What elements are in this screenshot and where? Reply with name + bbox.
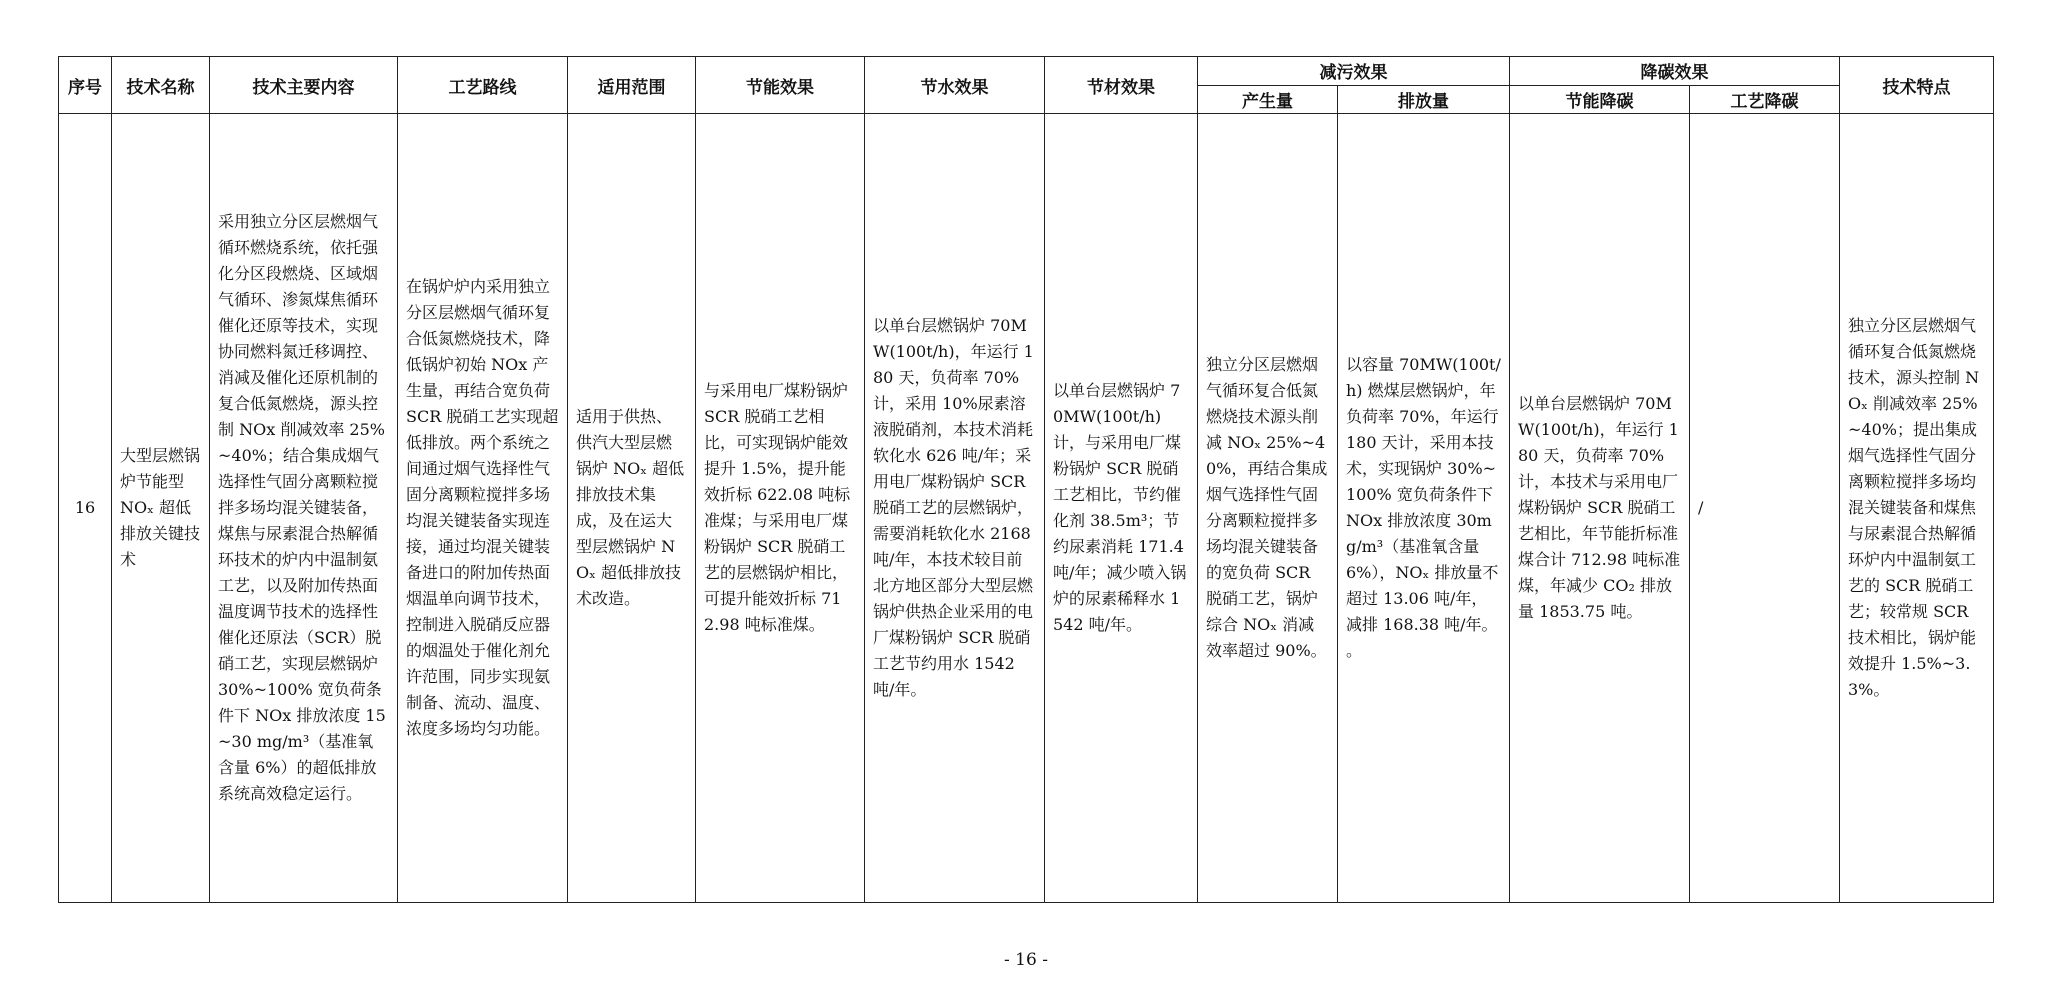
page-number: - 16 -: [1004, 950, 1048, 970]
header-main-content: 技术主要内容: [210, 57, 398, 114]
header-pollution-effect: 减污效果: [1198, 57, 1510, 86]
cell-main-content: 采用独立分区层燃烟气循环燃烧系统，依托强化分区段燃烧、区域烟气循环、渗氮煤焦循环催化还原等技术，实现协同燃料氮迁移调控、消减及催化还原机制的复合低氮燃烧，源头控制 NOx 削减效率 25%~40%；结合集成烟气选择性气固分离颗粒搅拌多场均混关键装备，煤焦与尿素混合热解循环技术的炉内中温制氨工艺，以及附加传热面温度调节技术的选择性催化还原法（SCR）脱硝工艺，实现层燃锅炉 30%~100% 宽负荷条件下 NOx 排放浓度 15 ~30 mg/m³（基准氧含量 6%）的超低排放系统高效稳定运行。: [210, 114, 398, 903]
cell-pollution-emission: 以容量 70MW(100t/h) 燃煤层燃锅炉，年负荷率 70%，年运行 180 天计，采用本技术，实现锅炉 30%~100% 宽负荷条件下 NOx 排放浓度 30mg/m³（基准氧含量 6%），NOₓ 排放量不超过 13.06 吨/年，减排 168.38 吨/年。 。: [1338, 114, 1510, 903]
cell-carbon-process: /: [1690, 114, 1840, 903]
cell-carbon-energy: 以单台层燃锅炉 70MW(100t/h)，年运行 180 天，负荷率 70%计，本技术与采用电厂煤粉锅炉 SCR 脱硝工艺相比，年节能折标准煤合计 712.98 吨标准煤，年减少 CO₂ 排放量 1853.75 吨。: [1510, 114, 1690, 903]
header-scope: 适用范围: [568, 57, 696, 114]
table-row: [59, 114, 1994, 903]
technology-table: [58, 56, 1994, 903]
header-process-route: 工艺路线: [398, 57, 568, 114]
cell-seq: 16: [59, 114, 112, 903]
cell-pollution-generation: 独立分区层燃烟气循环复合低氮燃烧技术源头削减 NOₓ 25%~40%，再结合集成烟气选择性气固分离颗粒搅拌多场均混关键装备的宽负荷 SCR 脱硝工艺，锅炉综合 NOₓ 消减效率超过 90%。: [1198, 114, 1338, 903]
header-energy-effect: 节能效果: [696, 57, 865, 114]
header-tech-name: 技术名称: [112, 57, 210, 114]
header-water-effect: 节水效果: [865, 57, 1045, 114]
cell-water-effect: 以单台层燃锅炉 70MW(100t/h)，年运行 180 天，负荷率 70%计，采用 10%尿素溶液脱硝剂，本技术消耗软化水 626 吨/年；采用电厂煤粉锅炉 SCR 脱硝工艺的层燃锅炉，需要消耗软化水 2168 吨/年，本技术较目前北方地区部分大型层燃锅炉供热企业采用的电厂煤粉锅炉 SCR 脱硝工艺节约用水 1542 吨/年。: [865, 114, 1045, 903]
cell-process-route: 在锅炉炉内采用独立分区层燃烟气循环复合低氮燃烧技术，降低锅炉初始 NOx 产生量，再结合宽负荷 SCR 脱硝工艺实现超低排放。两个系统之间通过烟气选择性气固分离颗粒搅拌多场均混关键装备实现连接，通过均混关键装备进口的附加传热面烟温单向调节技术，控制进入脱硝反应器的烟温处于催化剂允许范围，同步实现氨制备、流动、温度、浓度多场均匀功能。: [398, 114, 568, 903]
header-pollution-generation: 产生量: [1198, 85, 1338, 114]
header-carbon-effect: 降碳效果: [1510, 57, 1840, 86]
cell-material-effect: 以单台层燃锅炉 70MW(100t/h)计，与采用电厂煤粉锅炉 SCR 脱硝工艺相比，节约催化剂 38.5m³；节约尿素消耗 171.4 吨/年；减少喷入锅炉的尿素稀释水 1542 吨/年。: [1045, 114, 1198, 903]
header-features: 技术特点: [1840, 57, 1994, 114]
cell-scope: 适用于供热、供汽大型层燃锅炉 NOₓ 超低排放技术集成，及在运大型层燃锅炉 NOₓ 超低排放技术改造。: [568, 114, 696, 903]
cell-energy-effect: 与采用电厂煤粉锅炉 SCR 脱硝工艺相比，可实现锅炉能效提升 1.5%，提升能效折标 622.08 吨标准煤；与采用电厂煤粉锅炉 SCR 脱硝工艺的层燃锅炉相比，可提升能效折标 712.98 吨标准煤。: [696, 114, 865, 903]
header-seq: 序号: [59, 57, 112, 114]
header-carbon-energy: 节能降碳: [1510, 85, 1690, 114]
cell-tech-name: 大型层燃锅炉节能型 NOₓ 超低排放关键技术: [112, 114, 210, 903]
header-carbon-process: 工艺降碳: [1690, 85, 1840, 114]
header-material-effect: 节材效果: [1045, 57, 1198, 114]
header-pollution-emission: 排放量: [1338, 85, 1510, 114]
cell-features: 独立分区层燃烟气循环复合低氮燃烧技术，源头控制 NOₓ 削减效率 25%~40%；提出集成烟气选择性气固分离颗粒搅拌多场均混关键装备和煤焦与尿素混合热解循环炉内中温制氨工艺的 SCR 脱硝工艺；较常规 SCR 技术相比，锅炉能效提升 1.5%~3.3%。: [1840, 114, 1994, 903]
